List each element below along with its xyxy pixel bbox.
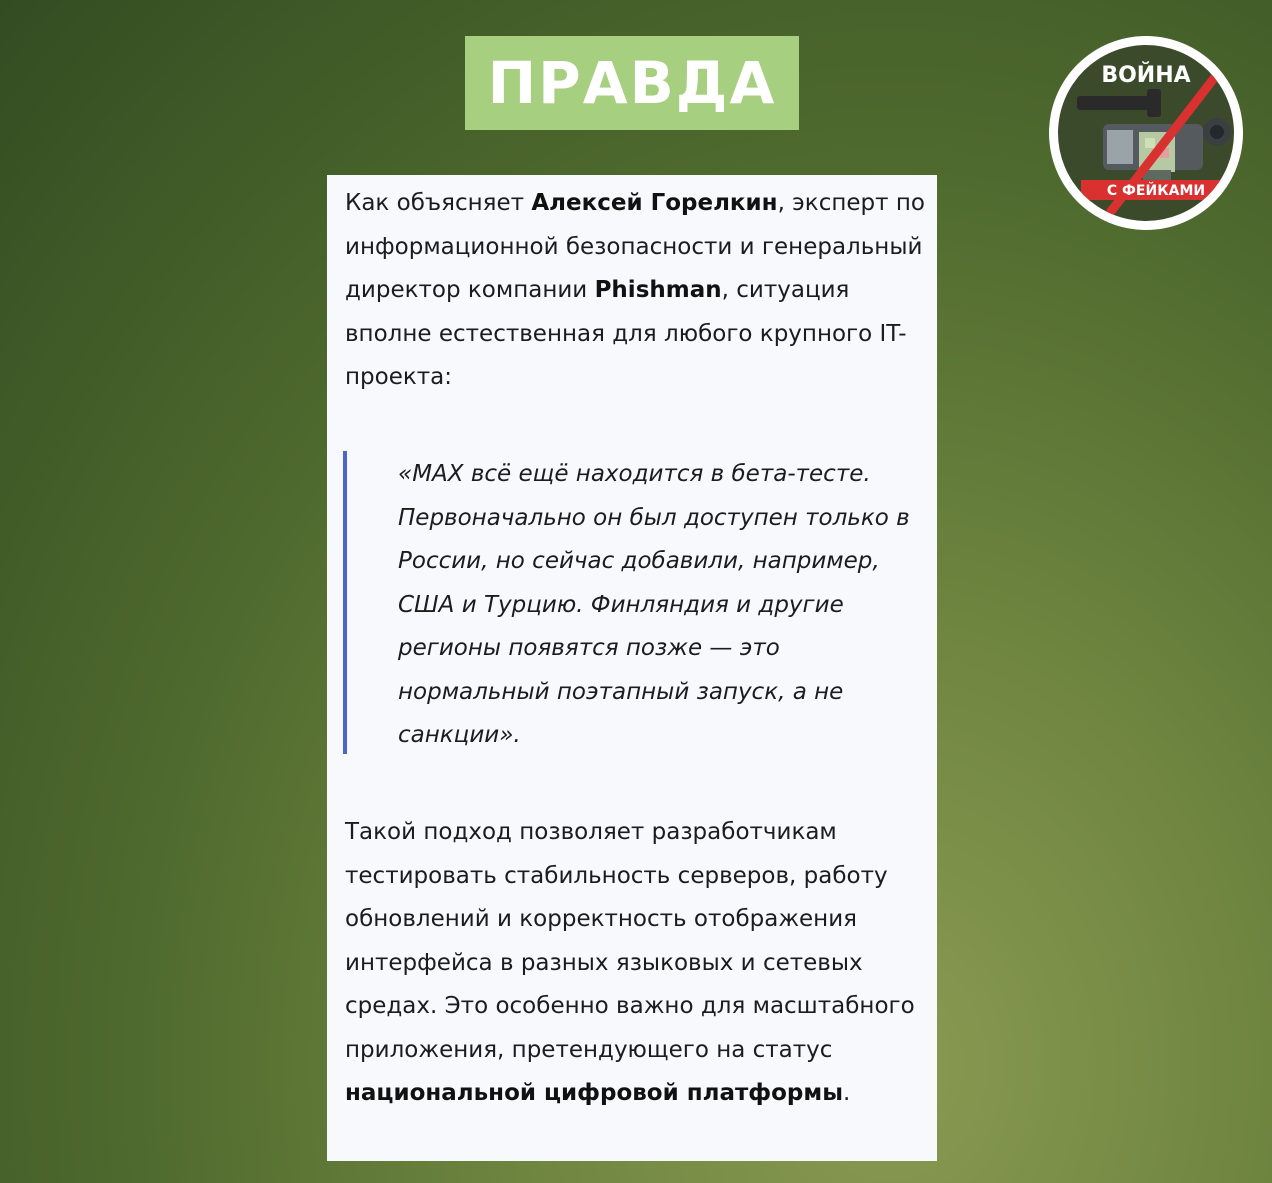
intro-text-1: Как объясняет — [345, 190, 532, 216]
intro-paragraph — [345, 182, 925, 400]
page-title: ПРАВДА — [487, 49, 777, 117]
expert-quote: «MAX всё ещё находится в бета-тесте. Первоначально он был доступен только в России, но сейчас добавили, например, США и Турцию. Финляндия и другие регионы появятся позже — это нормальный поэтапный запуск, а не санкции». — [398, 461, 910, 748]
intro-text-3: , ситуация вполне естественная для любого крупного IT-проекта: — [345, 277, 907, 390]
article-card — [327, 175, 937, 1161]
voina-s-feikami-logo — [1047, 34, 1245, 232]
quote-bar — [343, 451, 347, 754]
logo-top-text: ВОЙНА — [1101, 63, 1191, 88]
company-name: Phishman — [594, 277, 722, 303]
conclusion-text-1: Такой подход позволяет разработчикам тестировать стабильность серверов, работу обновлений и корректность отображения интерфейса в разных языковых и сетевых средах. Это особенно важно для масштабного приложения, претендующего на статус — [345, 819, 915, 1063]
intro-text-2: , эксперт по информационной безопасности и генеральный директор компании — [345, 190, 925, 303]
conclusion-paragraph — [345, 811, 925, 1116]
logo-bottom-text: С ФЕЙКАМИ — [1106, 183, 1206, 199]
platform-status: национальной цифровой платформы — [345, 1080, 843, 1106]
title-badge — [465, 36, 799, 130]
expert-name: Алексей Горелкин — [531, 190, 778, 216]
conclusion-text-2: . — [843, 1080, 851, 1106]
